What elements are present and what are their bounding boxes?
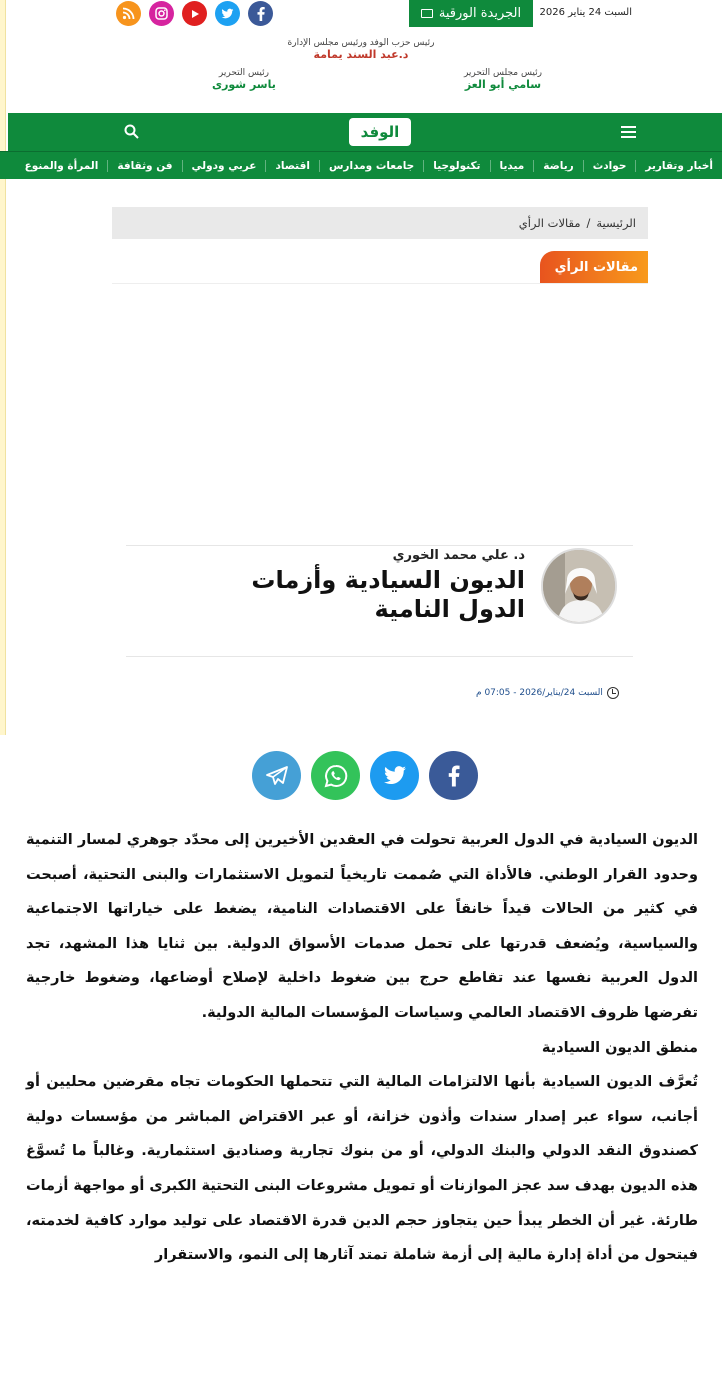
breadcrumb — [112, 207, 648, 239]
publish-datetime — [476, 687, 619, 699]
datetime-text: السبت 24/يناير/2026 - 07:05 م — [476, 688, 603, 698]
share-twitter-icon[interactable] — [370, 751, 419, 800]
share-facebook-icon[interactable] — [429, 751, 478, 800]
author-divider-bottom — [126, 656, 633, 657]
chair-role: رئيس حزب الوفد ورئيس مجلس الإدارة — [287, 38, 435, 48]
chair-name: د.عبد السند يمامة — [313, 48, 409, 61]
category-women[interactable]: المرأة والمنوع — [16, 160, 109, 172]
board-role: رئيس مجلس التحرير — [463, 68, 542, 78]
board-name: سامي أبو العز — [464, 78, 542, 91]
article-body — [26, 823, 698, 1273]
category-sports[interactable]: رياضة — [534, 160, 583, 172]
editor-role: رئيس التحرير — [218, 68, 269, 78]
instagram-icon[interactable] — [149, 1, 174, 26]
side-strip — [0, 0, 6, 735]
social-links — [116, 1, 273, 26]
share-buttons — [252, 751, 478, 800]
editor-block — [212, 68, 276, 91]
facebook-icon[interactable] — [248, 1, 273, 26]
main-nav — [8, 113, 722, 151]
share-telegram-icon[interactable] — [252, 751, 301, 800]
top-bar — [0, 0, 722, 28]
section-divider — [112, 283, 648, 284]
current-date: السبت 24 يناير 2026 — [539, 7, 632, 18]
twitter-icon[interactable] — [215, 1, 240, 26]
category-tech[interactable]: تكنولوجيا — [424, 160, 490, 172]
clock-icon — [607, 687, 619, 699]
category-media[interactable]: ميديا — [491, 160, 535, 172]
author-divider-top — [126, 545, 633, 546]
category-economy[interactable]: اقتصاد — [266, 160, 319, 172]
breadcrumb-home[interactable]: الرئيسية — [596, 216, 636, 230]
category-education[interactable]: جامعات ومدارس — [320, 160, 424, 172]
share-whatsapp-icon[interactable] — [311, 751, 360, 800]
category-culture[interactable]: فن وثقافة — [108, 160, 182, 172]
board-block — [464, 68, 542, 91]
category-world[interactable]: عربي ودولي — [183, 160, 267, 172]
paper-edition-label: الجريدة الورقية — [438, 6, 522, 21]
author-name[interactable]: د. علي محمد الخوري — [392, 548, 525, 563]
chair-block — [0, 38, 722, 61]
category-bar — [0, 151, 722, 179]
avatar[interactable] — [541, 548, 617, 624]
site-logo[interactable]: الوفد — [349, 118, 411, 146]
article-paragraph: الديون السيادية في الدول العربية تحولت في العقدين الأخيرين إلى محدّد جوهري لمسار التنمية وحدود القرار الوطني. فالأداة التي صُممت تاريخياً لتمويل الاستثمارات والبنى التحتية، أصبحت في كثير من الحالات قيداً خانقاً على الاقتصادات النامية، يضغط على خياراتها الاجتماعية والسياسية، ويُضعف قدرتها على تحمل صدمات الأسواق الدولية. بين ثنايا هذا المشهد، تجد الدول العربية نفسها عند تقاطع حرج بين ضغوط داخلية لإصلاح أوضاعها، وضغوط خارجية تفرضها ظروف الاقتصاد العالمي وسياسات المؤسسات المالية الدولية. — [26, 832, 698, 1021]
section-tag[interactable]: مقالات الرأي — [540, 251, 648, 283]
category-news[interactable]: أخبار وتقارير — [645, 159, 713, 172]
article-paragraph: تُعرَّف الديون السيادية بأنها الالتزامات المالية التي تتحملها الحكومات تجاه مقرضين محليين أو أجانب، سواء عبر إصدار سندات وأذون خزانة، أو عبر الاقتراض المباشر من مؤسسات دولية كصندوق النقد الدولي والبنك الدولي، أو من بنوك تجارية وصناديق استثمارية. وغالباً ما تُسوَّغ هذه الديون بهدف سد عجز الموازنات أو تمويل مشروعات البنى التحتية الكبرى أو مواجهة أزمات طارئة. غير أن الخطر يبدأ حين يتجاوز حجم الدين قدرة الاقتصاد على توليد موارد كافية لخدمته، فيتحول من أداة إدارة مالية إلى أزمة شاملة تمتد آثارها إلى النمو، والاستقرار — [26, 1074, 698, 1264]
article-subheading: منطق الديون السيادية — [541, 1039, 698, 1056]
masthead-info — [0, 30, 722, 110]
search-icon[interactable] — [124, 124, 139, 139]
category-accidents[interactable]: حوادث — [584, 160, 637, 172]
paper-edition-button[interactable] — [409, 0, 533, 27]
breadcrumb-current[interactable]: مقالات الرأي — [518, 216, 581, 230]
editor-name: ياسر شورى — [212, 78, 276, 91]
breadcrumb-separator: / — [586, 216, 591, 230]
rss-icon[interactable] — [116, 1, 141, 26]
hamburger-menu-icon[interactable] — [621, 126, 636, 141]
newspaper-icon — [421, 9, 433, 18]
youtube-icon[interactable] — [182, 1, 207, 26]
article-title: الديون السيادية وأزمات الدول النامية — [251, 566, 525, 623]
